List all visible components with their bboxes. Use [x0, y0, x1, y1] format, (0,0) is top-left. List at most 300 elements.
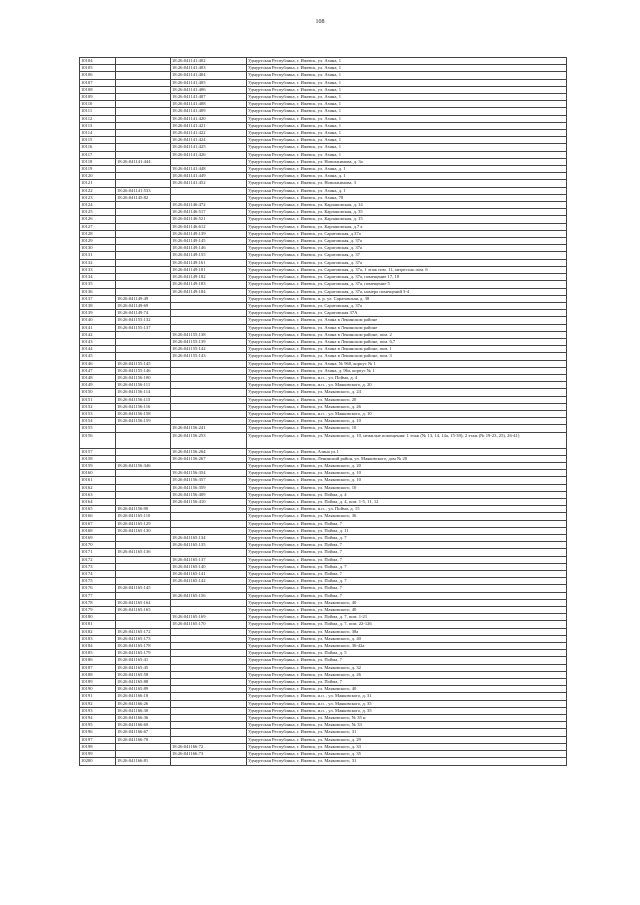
- table-row: [80, 758, 567, 765]
- address-cell: Удмуртская Республика, г. Ижевск, ул. Пойма, 7: [247, 520, 567, 527]
- row-number-cell: 10173: [80, 563, 116, 570]
- parcel-number-cell: [116, 542, 171, 549]
- row-number-cell: 10168: [80, 527, 116, 534]
- row-number-cell: 10176: [80, 585, 116, 592]
- parcel-number-cell: [116, 621, 171, 628]
- row-number-cell: 10121: [80, 180, 116, 187]
- table-row: [80, 115, 567, 122]
- row-number-cell: 10135: [80, 281, 116, 288]
- object-number-cell: 18:26:041149:183: [171, 281, 247, 288]
- object-number-cell: 18:26:041146:517: [171, 209, 247, 216]
- address-cell: Удмуртская Республика, г. Ижевск, ул. Пойма, д. 7, пом. 22-126: [247, 621, 567, 628]
- object-number-cell: [171, 462, 247, 469]
- object-number-cell: [171, 295, 247, 302]
- object-number-cell: 18:26:041141:407: [171, 94, 247, 101]
- object-number-cell: 18:26:041165:141: [171, 571, 247, 578]
- object-number-cell: [171, 187, 247, 194]
- address-cell: Удмуртская Республика, г. Ижевск, Азина ул.1: [247, 448, 567, 455]
- object-number-cell: 18:26:041149:161: [171, 259, 247, 266]
- address-cell: Удмуртская Республика, г. Ижевск, ул. Пойма, 7: [247, 549, 567, 556]
- parcel-number-cell: [116, 470, 171, 477]
- table-row: [80, 650, 567, 657]
- address-cell: Удмуртская Республика, г. Ижевск, и.п. , ул. Маяковского, д. 35: [247, 707, 567, 714]
- parcel-number-cell: 18:26:041156:100: [116, 374, 171, 381]
- table-row: [80, 743, 567, 750]
- parcel-number-cell: 18:26:041156:111: [116, 382, 171, 389]
- row-number-cell: 10126: [80, 216, 116, 223]
- object-number-cell: 18:26:041155:138: [171, 331, 247, 338]
- parcel-number-cell: [116, 338, 171, 345]
- parcel-number-cell: [116, 491, 171, 498]
- parcel-number-cell: [116, 353, 171, 360]
- table-row: [80, 484, 567, 491]
- row-number-cell: 10105: [80, 65, 116, 72]
- parcel-number-cell: 18:26:041166:26: [116, 700, 171, 707]
- address-cell: Удмуртская Республика, г. Ижевск, ул. Саратовская, д. 37а: [247, 302, 567, 309]
- address-cell: Удмуртская Республика, г. Ижевск, ул. Саратовская, д. 37а, 1 этаж пом. 11, антресоль пом. 6: [247, 266, 567, 273]
- object-number-cell: [171, 607, 247, 614]
- address-cell: Удмуртская Республика, г. Ижевск, ул. Азина, 1: [247, 58, 567, 65]
- table-row: [80, 491, 567, 498]
- row-number-cell: 10167: [80, 520, 116, 527]
- row-number-cell: 10146: [80, 360, 116, 367]
- parcel-number-cell: [116, 173, 171, 180]
- object-number-cell: [171, 635, 247, 642]
- row-number-cell: 10200: [80, 758, 116, 765]
- address-cell: Удмуртская Республика, г. Ижевск, ул. Азина, 1: [247, 65, 567, 72]
- object-number-cell: [171, 664, 247, 671]
- table-row: [80, 137, 567, 144]
- parcel-number-cell: 18:26:041165:172: [116, 628, 171, 635]
- object-number-cell: 18:26:041141:452: [171, 180, 247, 187]
- parcel-number-cell: 18:26:041149:69: [116, 302, 171, 309]
- parcel-number-cell: [116, 288, 171, 295]
- address-cell: Удмуртская Республика, г. Ижевск, Ленинский район, ул. Маяковского, дом № 20: [247, 455, 567, 462]
- table-row: [80, 410, 567, 417]
- object-number-cell: 18:26:041141:420: [171, 115, 247, 122]
- table-row: [80, 664, 567, 671]
- row-number-cell: 10143: [80, 338, 116, 345]
- object-number-cell: 18:26:041165:140: [171, 563, 247, 570]
- address-cell: Удмуртская Республика, г. Ижевск, и.п. , ул. Пойма, д. 15: [247, 506, 567, 513]
- row-number-cell: 10174: [80, 571, 116, 578]
- row-number-cell: 10137: [80, 295, 116, 302]
- parcel-number-cell: 18:26:041156:115: [116, 396, 171, 403]
- object-number-cell: [171, 403, 247, 410]
- object-number-cell: [171, 628, 247, 635]
- address-cell: Удмуртская Республика, г. Ижевск, ул. Пойма, 7: [247, 657, 567, 664]
- address-cell: Удмуртская Республика, г. Ижевск, ул. Пойма, д. 7: [247, 535, 567, 542]
- table-row: [80, 338, 567, 345]
- address-cell: Удмуртская Республика, г. Ижевск, ул. Маяковского, 40: [247, 607, 567, 614]
- table-row: [80, 331, 567, 338]
- table-row: [80, 130, 567, 137]
- row-number-cell: 10111: [80, 108, 116, 115]
- row-number-cell: 10104: [80, 58, 116, 65]
- object-number-cell: [171, 722, 247, 729]
- row-number-cell: 10129: [80, 238, 116, 245]
- row-number-cell: 10152: [80, 403, 116, 410]
- object-number-cell: [171, 671, 247, 678]
- parcel-number-cell: [116, 281, 171, 288]
- parcel-number-cell: 18:26:041165:88: [116, 679, 171, 686]
- parcel-number-cell: 18:26:041145:82: [116, 194, 171, 201]
- parcel-number-cell: [116, 238, 171, 245]
- table-row: [80, 223, 567, 230]
- object-number-cell: 18:26:041149:155: [171, 252, 247, 259]
- address-cell: Удмуртская Республика, г. Ижевск, ул. Азина в Ленинском районе, пом. 2: [247, 331, 567, 338]
- parcel-number-cell: 18:26:041165:145: [116, 585, 171, 592]
- table-row: [80, 216, 567, 223]
- parcel-number-cell: [116, 592, 171, 599]
- table-row: [80, 686, 567, 693]
- parcel-number-cell: 18:26:041165:164: [116, 599, 171, 606]
- address-cell: Удмуртская Республика, г. Ижевск, ул. Азина, 1: [247, 108, 567, 115]
- row-number-cell: 10158: [80, 455, 116, 462]
- row-number-cell: 10159: [80, 462, 116, 469]
- table-row: [80, 477, 567, 484]
- row-number-cell: 10109: [80, 94, 116, 101]
- address-cell: Удмуртская Республика, г. Ижевск, ул. Маяковского, 31: [247, 729, 567, 736]
- address-cell: Удмуртская Республика, г. Ижевск, ул. Пойма, 7: [247, 679, 567, 686]
- row-number-cell: 10190: [80, 686, 116, 693]
- object-number-cell: [171, 657, 247, 664]
- address-cell: Удмуртская Республика, г. Ижевск, ул. Маяковского, 38а: [247, 628, 567, 635]
- row-number-cell: 10120: [80, 173, 116, 180]
- parcel-number-cell: [116, 259, 171, 266]
- row-number-cell: 10170: [80, 542, 116, 549]
- table-row: [80, 58, 567, 65]
- parcel-number-cell: [116, 571, 171, 578]
- address-cell: Удмуртская Республика, г. Ижевск, ул. Маяковского, д. 20: [247, 462, 567, 469]
- address-cell: Удмуртская Республика, г. Ижевск, ул. Маяковского, д. 40: [247, 635, 567, 642]
- parcel-number-cell: [116, 86, 171, 93]
- table-row: [80, 535, 567, 542]
- row-number-cell: 10115: [80, 137, 116, 144]
- address-cell: Удмуртская Республика, г. Ижевск, ул. Маяковского, д. 24: [247, 389, 567, 396]
- table-row: [80, 302, 567, 309]
- table-row: [80, 86, 567, 93]
- table-row: [80, 295, 567, 302]
- row-number-cell: 10140: [80, 317, 116, 324]
- parcel-number-cell: [116, 122, 171, 129]
- row-number-cell: 10181: [80, 621, 116, 628]
- parcel-number-cell: 18:26:041165:130: [116, 527, 171, 534]
- address-cell: Удмуртская Республика, г. Ижевск, ул. Маяковского, № 35 н: [247, 715, 567, 722]
- row-number-cell: 10119: [80, 166, 116, 173]
- table-row: [80, 614, 567, 621]
- table-row: [80, 187, 567, 194]
- address-cell: Удмуртская Республика, г. Ижевск, и.п. , ул. Маяковского, д. 31: [247, 693, 567, 700]
- parcel-number-cell: [116, 108, 171, 115]
- parcel-number-cell: 18:26:041155:145: [116, 360, 171, 367]
- address-cell: Удмуртская Республика, г. Ижевск, ул. Саратовская, д. 37а, номера помещений 3-4: [247, 288, 567, 295]
- row-number-cell: 10171: [80, 549, 116, 556]
- address-cell: Удмуртская Республика, г. Ижевск, ул. Маяковского, д. 26: [247, 671, 567, 678]
- row-number-cell: 10136: [80, 288, 116, 295]
- object-number-cell: 18:26:041166:72: [171, 743, 247, 750]
- address-cell: Удмуртская Республика, г. Ижевск, ул. Азина, 1: [247, 137, 567, 144]
- row-number-cell: 10187: [80, 664, 116, 671]
- parcel-number-cell: 18:26:041165:58: [116, 671, 171, 678]
- parcel-number-cell: 18:26:041156:346: [116, 462, 171, 469]
- table-row: [80, 585, 567, 592]
- table-row: [80, 527, 567, 534]
- table-row: [80, 230, 567, 237]
- object-number-cell: 18:26:041149:145: [171, 238, 247, 245]
- table-row: [80, 513, 567, 520]
- table-row: [80, 506, 567, 513]
- parcel-number-cell: [116, 477, 171, 484]
- row-number-cell: 10127: [80, 223, 116, 230]
- object-number-cell: 18:26:041141:406: [171, 86, 247, 93]
- address-cell: Удмуртская Республика, г. Ижевск, ул. Азина, 1: [247, 72, 567, 79]
- address-cell: Удмуртская Республика, г. Ижевск, и.п. , ул. Маяковского, д. 10: [247, 410, 567, 417]
- row-number-cell: 10138: [80, 302, 116, 309]
- table-row: [80, 542, 567, 549]
- table-row: [80, 252, 567, 259]
- object-number-cell: [171, 310, 247, 317]
- table-row: [80, 643, 567, 650]
- address-cell: Удмуртская Республика, г. Ижевск, ул. Новоажимова, д. 3а: [247, 158, 567, 165]
- table-row: [80, 592, 567, 599]
- row-number-cell: 10182: [80, 628, 116, 635]
- object-number-cell: 18:26:041156:264: [171, 448, 247, 455]
- object-number-cell: [171, 520, 247, 527]
- address-cell: Удмуртская Республика, г. Ижевск, ул. Саратовская, д. 37а: [247, 259, 567, 266]
- parcel-number-cell: [116, 743, 171, 750]
- parcel-number-cell: [116, 79, 171, 86]
- row-number-cell: 10122: [80, 187, 116, 194]
- row-number-cell: 10148: [80, 374, 116, 381]
- address-cell: Удмуртская Республика, г. Ижевск, ул. Пойма, д. 5: [247, 650, 567, 657]
- table-row: [80, 418, 567, 425]
- table-row: [80, 202, 567, 209]
- address-cell: Удмуртская Республика, г. Ижевск, ул. Пойма, д. 4: [247, 491, 567, 498]
- address-cell: Удмуртская Республика, г. Ижевск, ул. Маяковского, 40: [247, 599, 567, 606]
- row-number-cell: 10185: [80, 650, 116, 657]
- object-number-cell: [171, 374, 247, 381]
- row-number-cell: 10198: [80, 743, 116, 750]
- table-row: [80, 108, 567, 115]
- address-cell: Удмуртская Республика, г. Ижевск, ул. Азина, д. 1: [247, 166, 567, 173]
- parcel-number-cell: [116, 432, 171, 448]
- row-number-cell: 10106: [80, 72, 116, 79]
- object-number-cell: 18:26:041141:425: [171, 144, 247, 151]
- table-row: [80, 607, 567, 614]
- address-cell: Удмуртская Республика, г. Ижевск, ул. Азина, д. 1: [247, 187, 567, 194]
- parcel-number-cell: [116, 455, 171, 462]
- address-cell: Удмуртская Республика, г. Ижевск, ул. Маяковского, д. 29: [247, 736, 567, 743]
- address-cell: Удмуртская Республика, г. Ижевск, ул. Азина, 1: [247, 144, 567, 151]
- address-cell: Удмуртская Республика, г. Ижевск, и.п. , ул. Маяковского, д. 35: [247, 700, 567, 707]
- row-number-cell: 10118: [80, 158, 116, 165]
- parcel-number-cell: [116, 115, 171, 122]
- row-number-cell: 10191: [80, 693, 116, 700]
- object-number-cell: [171, 506, 247, 513]
- parcel-number-cell: 18:26:041165:179: [116, 650, 171, 657]
- row-number-cell: 10179: [80, 607, 116, 614]
- row-number-cell: 10141: [80, 324, 116, 331]
- object-number-cell: [171, 679, 247, 686]
- table-row: [80, 94, 567, 101]
- parcel-number-cell: [116, 556, 171, 563]
- address-cell: Удмуртская Республика, г. Ижевск, ул. Маяковского, д. 33: [247, 743, 567, 750]
- row-number-cell: 10113: [80, 122, 116, 129]
- table-row: [80, 151, 567, 158]
- table-row: [80, 722, 567, 729]
- object-number-cell: [171, 527, 247, 534]
- parcel-number-cell: 18:26:041166:81: [116, 758, 171, 765]
- address-cell: Удмуртская Республика, г. Ижевск, ул. Маяковского, 40: [247, 686, 567, 693]
- address-cell: Удмуртская Республика, г. Ижевск, ул. Маяковского, д. 32: [247, 664, 567, 671]
- table-row: [80, 281, 567, 288]
- parcel-number-cell: 18:26:041165:178: [116, 643, 171, 650]
- object-number-cell: [171, 410, 247, 417]
- address-cell: Удмуртская Республика, г. Ижевск, ул. Азина в Ленинском районе, пом. 1: [247, 346, 567, 353]
- address-cell: Удмуртская Республика, г. Ижевск, ул. Пойма, д. 7: [247, 563, 567, 570]
- object-number-cell: [171, 367, 247, 374]
- parcel-number-cell: 18:26:041156:116: [116, 403, 171, 410]
- parcel-number-cell: 18:26:041149:49: [116, 295, 171, 302]
- table-row: [80, 707, 567, 714]
- address-cell: Удмуртская Республика, г. Ижевск, ул. Азина в Ленинском районе: [247, 317, 567, 324]
- table-row: [80, 317, 567, 324]
- object-number-cell: [171, 418, 247, 425]
- row-number-cell: 10164: [80, 498, 116, 505]
- table-row: [80, 194, 567, 201]
- table-row: [80, 259, 567, 266]
- table-row: [80, 353, 567, 360]
- parcel-number-cell: [116, 245, 171, 252]
- address-cell: Удмуртская Республика, г. Ижевск, ул. Азина, 1: [247, 101, 567, 108]
- row-number-cell: 10163: [80, 491, 116, 498]
- object-number-cell: 18:26:041141:408: [171, 101, 247, 108]
- object-number-cell: 18:26:041156:409: [171, 491, 247, 498]
- parcel-number-cell: [116, 563, 171, 570]
- table-row: [80, 122, 567, 129]
- table-row: [80, 403, 567, 410]
- row-number-cell: 10195: [80, 722, 116, 729]
- object-number-cell: [171, 715, 247, 722]
- table-row: [80, 498, 567, 505]
- row-number-cell: 10145: [80, 353, 116, 360]
- address-cell: Удмуртская Республика, г. Ижевск, ул. Маяковского, д. 10: [247, 477, 567, 484]
- parcel-number-cell: [116, 94, 171, 101]
- row-number-cell: 10151: [80, 396, 116, 403]
- address-cell: Удмуртская Республика, г. Ижевск, ул. Пойма, 7: [247, 556, 567, 563]
- object-number-cell: 18:26:041156:359: [171, 484, 247, 491]
- table-row: [80, 72, 567, 79]
- address-cell: Удмуртская Республика, г. Ижевск, ул. Маяковского, д. 26: [247, 403, 567, 410]
- parcel-number-cell: [116, 101, 171, 108]
- address-cell: Удмуртская Республика, г. Ижевск, ул. Азина, 1: [247, 151, 567, 158]
- parcel-number-cell: 18:26:041141:444: [116, 158, 171, 165]
- parcel-number-cell: 18:26:041165:89: [116, 686, 171, 693]
- parcel-number-cell: [116, 448, 171, 455]
- parcel-number-cell: 18:26:041165:45: [116, 664, 171, 671]
- row-number-cell: 10112: [80, 115, 116, 122]
- row-number-cell: 10128: [80, 230, 116, 237]
- address-cell: Удмуртская Республика, г. Ижевск, ул. Пойма, 7: [247, 592, 567, 599]
- object-number-cell: 18:26:041146:521: [171, 216, 247, 223]
- row-number-cell: 10131: [80, 252, 116, 259]
- object-number-cell: 18:26:041165:170: [171, 621, 247, 628]
- parcel-number-cell: [116, 614, 171, 621]
- object-number-cell: [171, 736, 247, 743]
- object-number-cell: 18:26:041141:409: [171, 108, 247, 115]
- object-number-cell: 18:26:041149:181: [171, 266, 247, 273]
- table-row: [80, 310, 567, 317]
- table-row: [80, 324, 567, 331]
- row-number-cell: 10147: [80, 367, 116, 374]
- row-number-cell: 10134: [80, 274, 116, 281]
- row-number-cell: 10108: [80, 86, 116, 93]
- table-row: [80, 266, 567, 273]
- address-cell: Удмуртская Республика, г. Ижевск, ул. Пойма, 7: [247, 571, 567, 578]
- parcel-number-cell: 18:26:041156:90: [116, 506, 171, 513]
- register-table: [79, 57, 567, 766]
- row-number-cell: 10184: [80, 643, 116, 650]
- row-number-cell: 10114: [80, 130, 116, 137]
- table-row: [80, 470, 567, 477]
- table-row: [80, 520, 567, 527]
- parcel-number-cell: 18:26:041166:67: [116, 729, 171, 736]
- address-cell: Удмуртская Республика, г. Ижевск, ул. Азина, д. 96а, корпус № 1: [247, 367, 567, 374]
- object-number-cell: 18:26:041156:241: [171, 425, 247, 432]
- address-cell: Удмуртская Республика, г. Ижевск, ул. Азина, № 960, корпус № 1: [247, 360, 567, 367]
- parcel-number-cell: [116, 498, 171, 505]
- object-number-cell: [171, 396, 247, 403]
- row-number-cell: 10183: [80, 635, 116, 642]
- table-row: [80, 173, 567, 180]
- parcel-number-cell: [116, 751, 171, 758]
- row-number-cell: 10153: [80, 410, 116, 417]
- object-number-cell: 18:26:041155:143: [171, 353, 247, 360]
- parcel-number-cell: [116, 331, 171, 338]
- parcel-number-cell: [116, 202, 171, 209]
- parcel-number-cell: 18:26:041166:18: [116, 693, 171, 700]
- table-row: [80, 367, 567, 374]
- table-row: [80, 455, 567, 462]
- object-number-cell: 18:26:041146:612: [171, 223, 247, 230]
- table-row: [80, 621, 567, 628]
- object-number-cell: 18:26:041165:142: [171, 578, 247, 585]
- object-number-cell: [171, 549, 247, 556]
- row-number-cell: 10139: [80, 310, 116, 317]
- object-number-cell: 18:26:041141:405: [171, 79, 247, 86]
- object-number-cell: [171, 194, 247, 201]
- address-cell: Удмуртская Республика, г. Ижевск, ул. Маяковского, д. 35: [247, 751, 567, 758]
- object-number-cell: 18:26:041156:410: [171, 498, 247, 505]
- parcel-number-cell: 18:26:041165:129: [116, 520, 171, 527]
- object-number-cell: 18:26:041141:402: [171, 58, 247, 65]
- parcel-number-cell: 18:26:041155:132: [116, 317, 171, 324]
- parcel-number-cell: 18:26:041156:158: [116, 410, 171, 417]
- address-cell: Удмуртская Республика, г. Ижевск, ул. Карлановская, д.7 а: [247, 223, 567, 230]
- address-cell: Удмуртская Республика, г. Ижевск, ул. Новоажимова, 3: [247, 180, 567, 187]
- table-row: [80, 209, 567, 216]
- object-number-cell: 18:26:041149:139: [171, 230, 247, 237]
- row-number-cell: 10180: [80, 614, 116, 621]
- row-number-cell: 10166: [80, 513, 116, 520]
- table-row: [80, 700, 567, 707]
- row-number-cell: 10133: [80, 266, 116, 273]
- address-cell: Удмуртская Республика, г. Ижевск, ул. Азина, 1: [247, 94, 567, 101]
- table-row: [80, 245, 567, 252]
- parcel-number-cell: 18:26:041141:533: [116, 187, 171, 194]
- object-number-cell: [171, 707, 247, 714]
